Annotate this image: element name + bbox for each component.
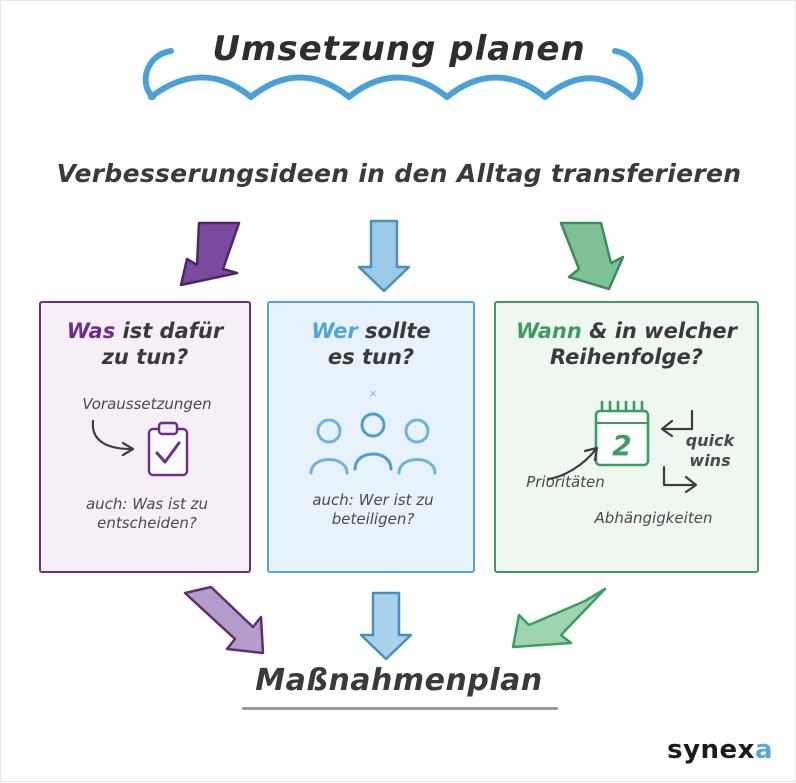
card-was-label-bottom-line2: entscheiden? (97, 514, 197, 533)
card-was-heading (41, 303, 249, 370)
card-was-keyword: Was (66, 319, 116, 343)
subtitle: Verbesserungsideen in den Alltag transferieren (56, 159, 742, 188)
card-row (39, 301, 759, 577)
card-wann[interactable] (494, 301, 759, 573)
logo-main: synex (667, 735, 755, 765)
card-wann-heading-line2: Reihenfolge? (550, 344, 703, 369)
page-title-text: Umsetzung planen (212, 29, 586, 69)
card-wer-heading-line2: es tun? (327, 344, 415, 369)
card-wann-label-right-line2: wins (689, 451, 731, 471)
card-wann-label-right-line1: quick (685, 431, 735, 450)
card-wann-label-right (662, 431, 758, 472)
arrow-bottom-green (513, 589, 605, 647)
card-was-label-bottom (41, 495, 253, 533)
card-was-heading-rest: ist dafür (115, 319, 224, 343)
card-wer-heading-rest: sollte (357, 319, 431, 343)
three-people-icon (303, 411, 443, 477)
card-wann-label-left: Prioritäten (526, 473, 605, 491)
card-wer-heading (269, 303, 473, 370)
card-wann-keyword: Wann (515, 319, 582, 343)
card-wer-keyword: Wer (311, 319, 358, 343)
arrow-top-purple (181, 223, 239, 285)
calendar-number: 2 (612, 429, 632, 462)
card-wann-heading (496, 303, 757, 370)
arrow-top-green (561, 223, 623, 289)
card-was-heading-line2: zu tun? (101, 344, 189, 369)
card-wer-label-bottom-line1: auch: Wer ist zu (312, 491, 434, 509)
result-label: Maßnahmenplan (255, 663, 543, 698)
arrow-bottom-blue (361, 593, 411, 659)
logo-accent-letter: a (754, 735, 773, 765)
card-wer-marker: × (368, 387, 378, 400)
card-wer-label-bottom (269, 491, 477, 529)
title-swash-decoration (133, 45, 653, 113)
arrow-top-blue (359, 221, 409, 291)
card-was-label-bottom-line1: auch: Was ist zu (85, 495, 209, 513)
card-wann-label-bottom: Abhängigkeiten (594, 509, 713, 527)
card-was-label-top: Voraussetzungen (82, 395, 212, 413)
arrow-bottom-purple (185, 587, 263, 653)
result-underline (242, 707, 558, 710)
curved-arrow-icon (87, 415, 147, 459)
card-wer[interactable] (267, 301, 475, 573)
card-was[interactable] (39, 301, 251, 573)
clipboard-check-icon (145, 421, 191, 479)
logo (667, 735, 773, 765)
card-wann-heading-rest: & in welcher (581, 319, 738, 343)
card-wer-label-bottom-line2: beteiligen? (331, 510, 415, 529)
